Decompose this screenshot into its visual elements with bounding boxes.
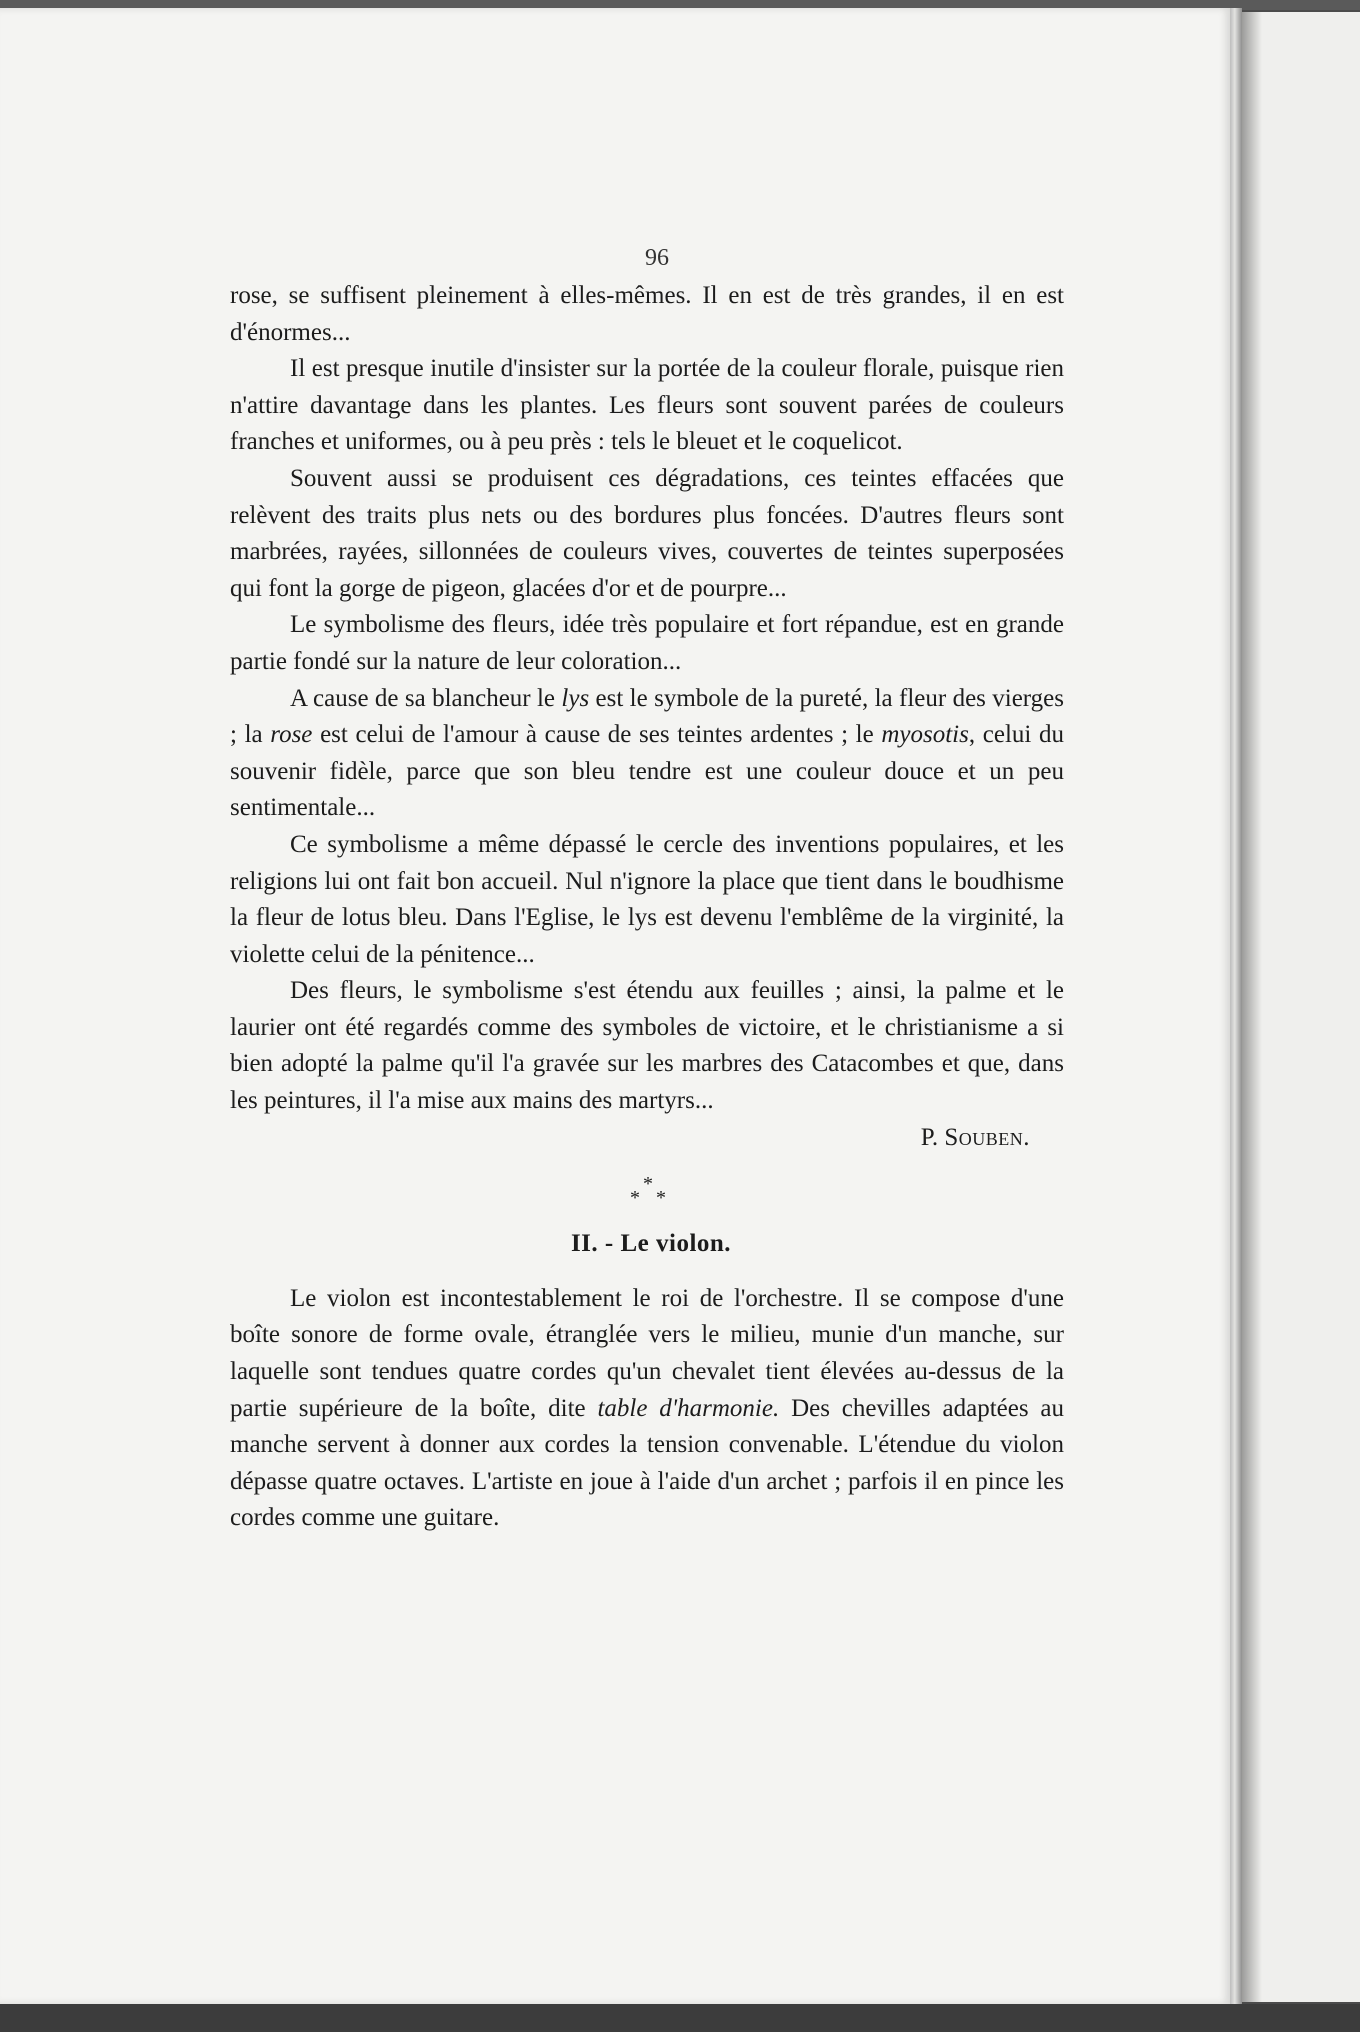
paragraph-couleur-florale: Il est presque inutile d'insister sur la portée de la couleur florale, puisque rien n'attire davantage dans les plantes. Les fleurs sont souvent parées de couleurs franches et uniformes, ou à peu près : tels le bleuet et le coquelicot. <box>230 355 1064 456</box>
text-run: A cause de sa blancheur le <box>290 684 562 712</box>
paragraph-degradations: Souvent aussi se produisent ces dégradations, ces teintes effacées que relèvent des traits plus nets ou des bordures plus foncées. D'autres fleurs sont marbrées, rayées, sillonnées de couleurs vives, couvertes de teintes superposées qui font la gorge de pigeon, glacées d'or et de pourpre... <box>230 464 1064 602</box>
section-heading: II. - Le violon. <box>570 1230 732 1258</box>
paragraph-violon <box>230 1281 1064 1537</box>
italic-word-rose: rose <box>270 721 313 749</box>
star-glyph: * <box>630 1187 640 1210</box>
author-signature <box>230 1120 1064 1157</box>
paragraph-religions: Ce symbolisme a même dépassé le cercle des inventions populaires, et les religions lui ont fait bon accueil. Nul n'ignore la place que tient dans le boudhisme la fleur de lotus bleu. Dans l'Eglise, le lys est devenu l'emblême de la virginité, la violette celui de la pénitence... <box>230 830 1064 968</box>
text-run: Des chevilles adaptées au manche servent à donner aux cordes la tension convenable. L'étendue du violon dépasse quatre octaves. L'artiste en joue à l'aide d'un archet ; parfois il en pince les cordes comme une guitare. <box>230 1394 1065 1532</box>
binding-shadow <box>1242 12 1262 2002</box>
paragraph-feuilles: Des fleurs, le symbolisme s'est étendu aux feuilles ; ainsi, la palme et le laurier ont été regardés comme des symboles de victoire, et le christianisme a si bien adopté la palme qu'il l'a gravée sur les marbres des Catacombes et que, dans les peintures, il l'a mise aux mains des martyrs... <box>230 977 1064 1115</box>
signature-initial: P. <box>920 1123 945 1151</box>
text-run: , celui du souvenir fidèle, parce que son bleu tendre est une couleur douce et un peu sentimentale... <box>230 721 1064 822</box>
italic-word-lys: lys <box>561 684 590 712</box>
asterism-separator <box>230 1162 1064 1226</box>
text-run: est celui de l'amour à cause de ses teintes ardentes ; le <box>312 721 882 749</box>
text-run: Le violon est incontestablement le roi de l'orchestre. Il se compose d'une boîte sonore de forme ovale, étranglée vers le milieu, munie d'un manche, sur laquelle sont tendues quatre cordes qu'un chevalet tient élevées au-dessus de la partie supérieure de la boîte, dite <box>230 1284 1064 1422</box>
page-edge <box>1230 8 1242 2004</box>
star-glyph: * <box>656 1187 666 1210</box>
page-number: 96 <box>645 245 669 271</box>
text-run: est le symbole de la pureté, la fleur des vierges ; la <box>230 684 1065 749</box>
signature-name: Souben. <box>944 1123 1030 1151</box>
paragraph-rose: rose, se suffisent pleinement à elles-mêmes. Il en est de très grandes, il en est d'énormes... <box>230 282 1064 346</box>
star-glyph: * <box>643 1173 653 1196</box>
page-text <box>230 238 1064 1537</box>
italic-word-myosotis: myosotis <box>881 721 969 749</box>
paragraph-lys <box>230 681 1064 827</box>
italic-term: table d'harmonie. <box>597 1394 780 1422</box>
paragraph-symbolisme: Le symbolisme des fleurs, idée très populaire et fort répandue, est en grande partie fondé sur la nature de leur coloration... <box>230 611 1064 675</box>
scan-bottom-border <box>0 2004 1360 2032</box>
